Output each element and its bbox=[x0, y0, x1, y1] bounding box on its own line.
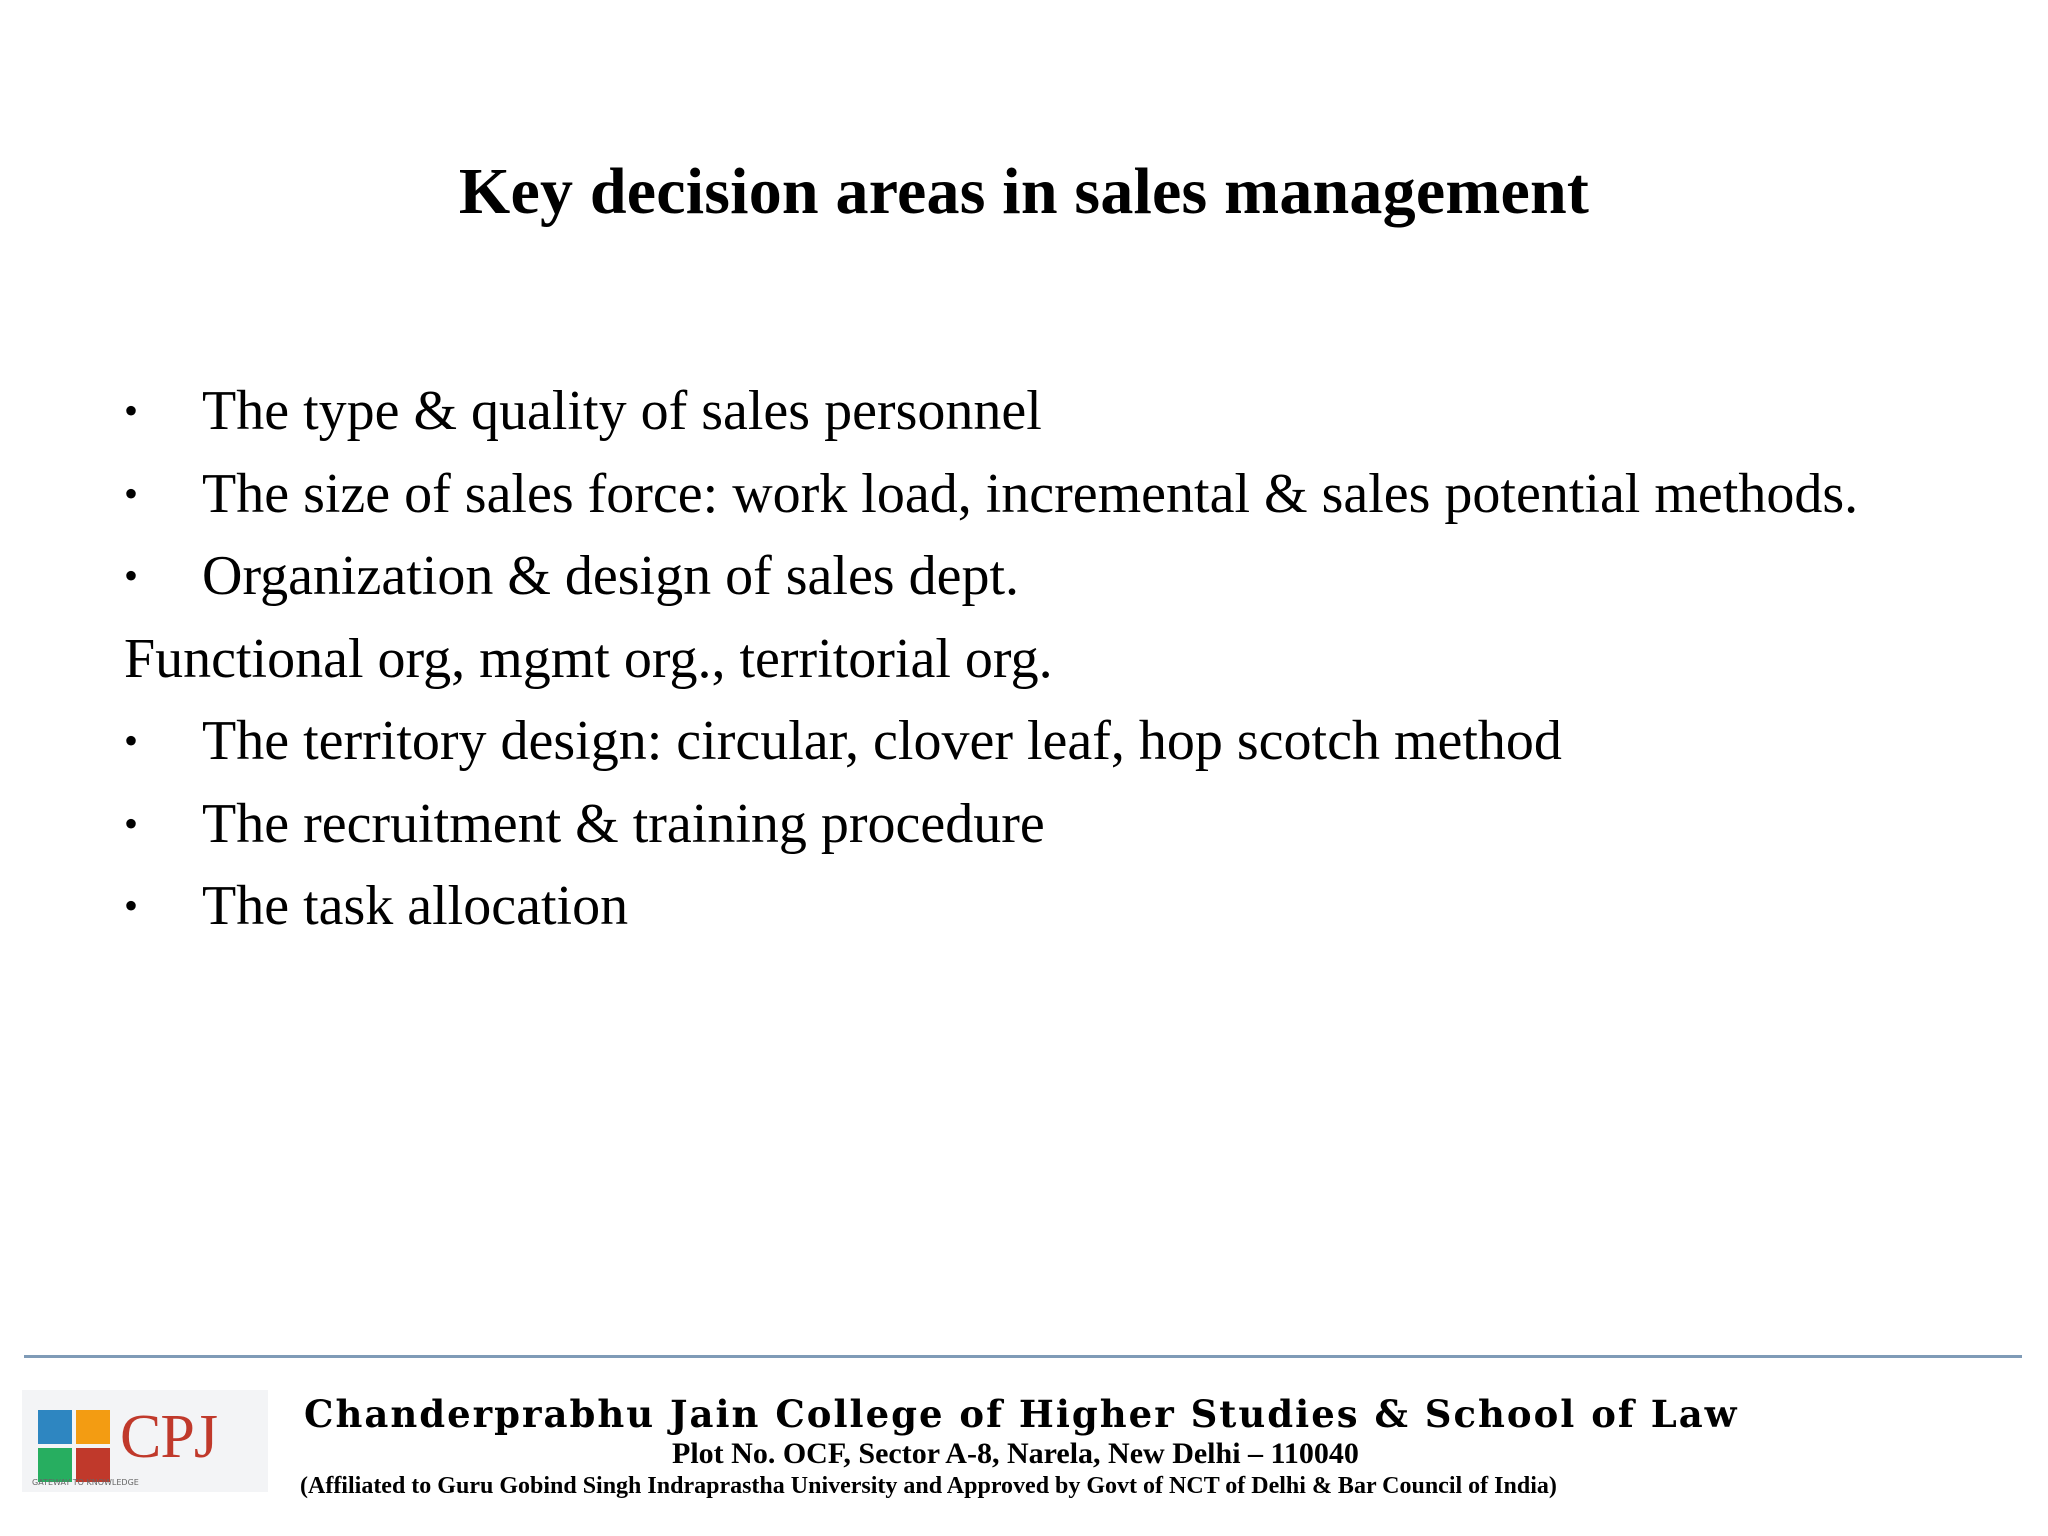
bullet-icon: • bbox=[124, 553, 139, 598]
list-item bbox=[124, 370, 1984, 453]
list-item-text: The territory design: circular, clover leaf, hop scotch method bbox=[202, 710, 1562, 772]
list-item bbox=[124, 700, 1984, 783]
list-item bbox=[124, 535, 1984, 618]
logo-text: CPJ bbox=[120, 1403, 217, 1471]
bullet-icon: • bbox=[124, 883, 139, 928]
list-item-text: The type & quality of sales personnel bbox=[202, 380, 1042, 442]
footer bbox=[22, 1390, 2022, 1510]
logo-emblem-icon bbox=[38, 1410, 110, 1482]
list-item-text: The task allocation bbox=[202, 875, 629, 937]
list-item-text: Organization & design of sales dept. bbox=[202, 545, 1020, 607]
list-item-text: The size of sales force: work load, incremental & sales potential methods. bbox=[202, 462, 1859, 525]
bullet-icon: • bbox=[124, 388, 139, 433]
college-logo bbox=[22, 1390, 268, 1492]
list-item-text: Functional org, mgmt org., territorial org. bbox=[124, 627, 1053, 690]
college-address: Plot No. OCF, Sector A-8, Narela, New Delhi – 110040 bbox=[672, 1437, 1359, 1470]
list-item bbox=[124, 453, 1984, 536]
bullet-list bbox=[124, 370, 1984, 948]
list-item bbox=[124, 865, 1984, 948]
college-affiliation: (Affiliated to Guru Gobind Singh Indraprastha University and Approved by Govt of NCT of Delhi & Bar Council of India) bbox=[300, 1473, 1557, 1499]
bullet-icon: • bbox=[124, 718, 139, 763]
list-item-text: The recruitment & training procedure bbox=[202, 792, 1045, 855]
footer-divider bbox=[24, 1355, 2022, 1358]
bullet-icon: • bbox=[124, 800, 139, 846]
list-item bbox=[124, 618, 1984, 701]
college-name: Chanderprabhu Jain College of Higher Studies & School of Law bbox=[304, 1392, 1739, 1436]
bullet-icon: • bbox=[124, 470, 139, 516]
logo-tagline: GATEWAY TO KNOWLEDGE bbox=[32, 1478, 139, 1487]
slide-title: Key decision areas in sales management bbox=[458, 155, 1590, 228]
list-item bbox=[124, 783, 1984, 866]
